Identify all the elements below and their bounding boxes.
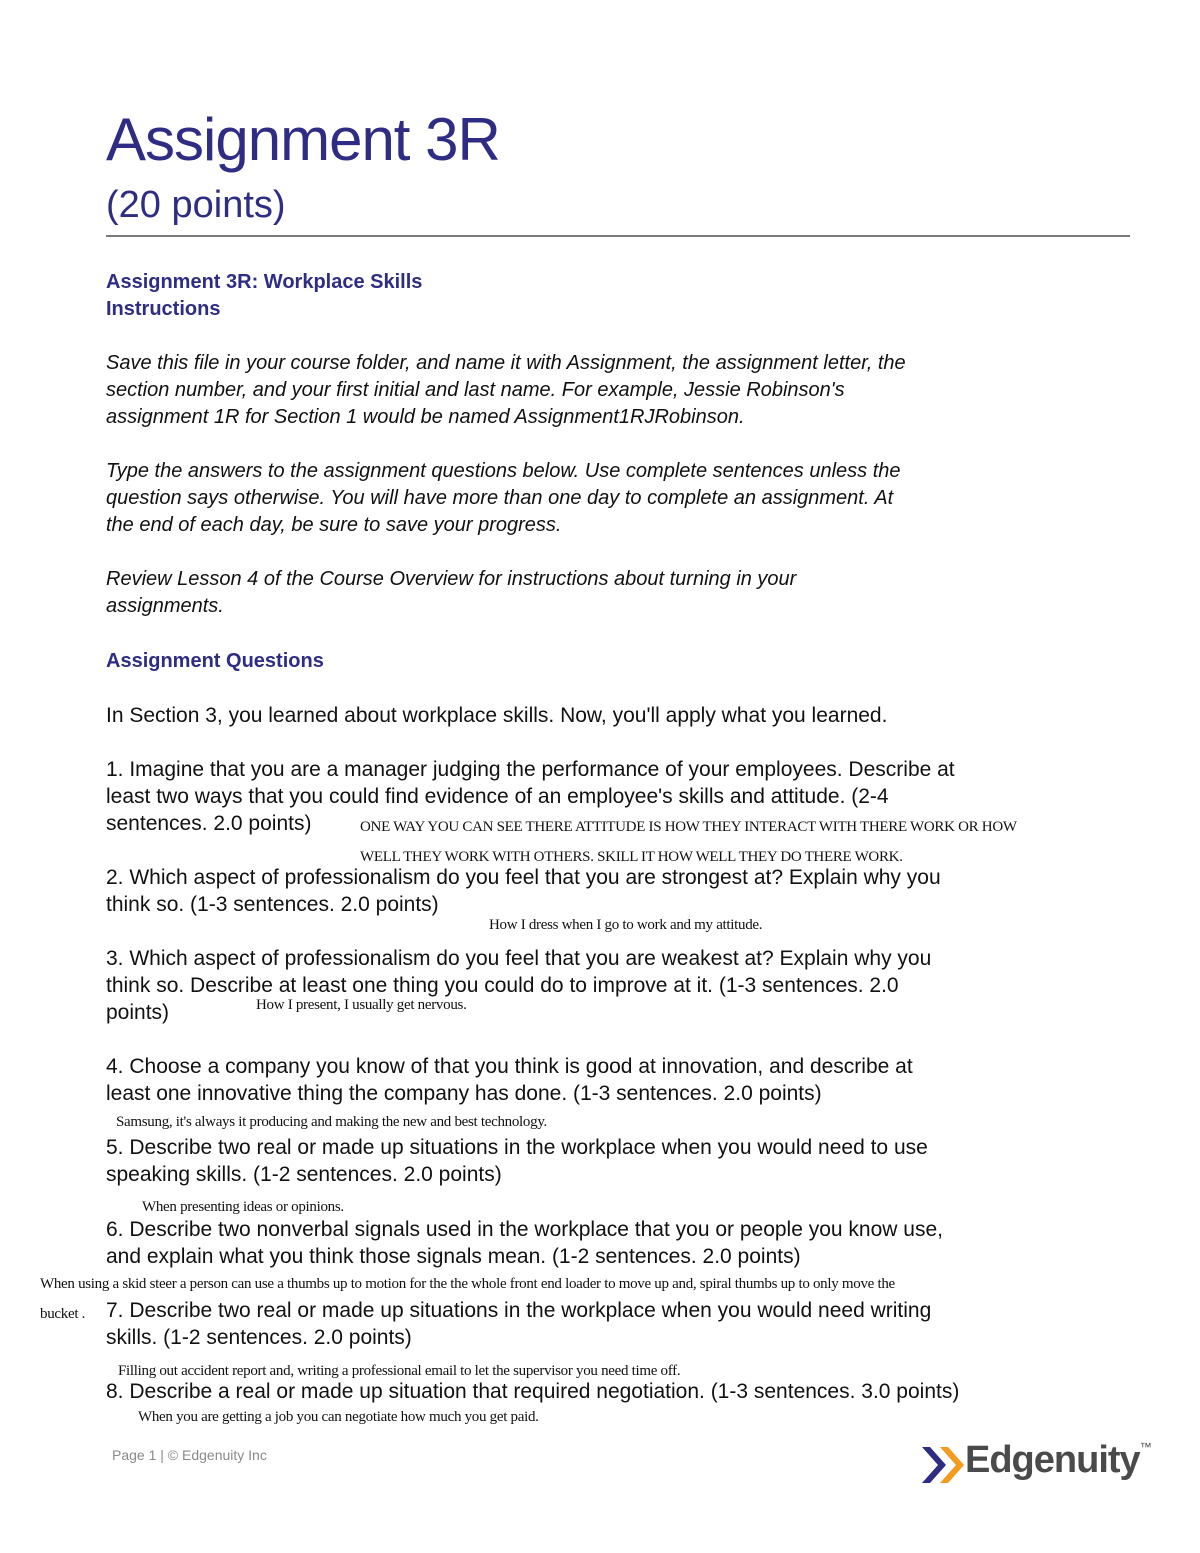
question-3-line1: 3. Which aspect of professionalism do you feel that you are weakest at? Explain why you xyxy=(106,947,932,970)
instructions-para2-line2: question says otherwise. You will have more than one day to complete an assignment. At xyxy=(106,487,894,509)
answer-6-line1[interactable]: When using a skid steer a person can use a thumbs up to motion for the the whole front end loader to move up and, spiral thumbs up to only move the xyxy=(40,1276,895,1292)
question-1-line2: least two ways that you could find evidence of an employee's skills and attitude. (2-4 xyxy=(106,785,889,808)
instructions-para3-line2: assignments. xyxy=(106,595,224,617)
edgenuity-wordmark: Edgenuity™ xyxy=(965,1439,1151,1481)
answer-5[interactable]: When presenting ideas or opinions. xyxy=(142,1199,344,1215)
answer-4[interactable]: Samsung, it's always it producing and making the new and best technology. xyxy=(116,1114,548,1130)
answer-7[interactable]: Filling out accident report and, writing a professional email to let the supervisor you need time off. xyxy=(118,1363,681,1379)
answer-8[interactable]: When you are getting a job you can negotiate how much you get paid. xyxy=(138,1409,539,1425)
question-4-line1: 4. Choose a company you know of that you think is good at innovation, and describe at xyxy=(106,1055,913,1078)
assignment-title: Assignment 3R xyxy=(106,106,500,173)
instructions-para2-line3: the end of each day, be sure to save your progress. xyxy=(106,514,562,536)
answer-1-line2[interactable]: WELL THEY WORK WITH OTHERS. SKILL IT HOW WELL THEY DO THERE WORK. xyxy=(360,849,903,865)
instructions-para1-line3: assignment 1R for Section 1 would be named Assignment1RJRobinson. xyxy=(106,406,745,428)
instructions-para3-line1: Review Lesson 4 of the Course Overview for instructions about turning in your xyxy=(106,568,797,590)
question-4-line2: least one innovative thing the company has done. (1-3 sentences. 2.0 points) xyxy=(106,1082,822,1105)
instructions-para1-line1: Save this file in your course folder, and name it with Assignment, the assignment letter, the xyxy=(106,352,906,374)
question-7-line2: skills. (1-2 sentences. 2.0 points) xyxy=(106,1326,412,1349)
question-1-line3: sentences. 2.0 points) xyxy=(106,812,312,835)
instructions-heading: Assignment 3R: Workplace Skills xyxy=(106,271,423,293)
question-5-line1: 5. Describe two real or made up situations in the workplace when you would need to use xyxy=(106,1136,928,1159)
page-footer: Page 1 | © Edgenuity Inc xyxy=(112,1447,267,1463)
question-5-line2: speaking skills. (1-2 sentences. 2.0 points) xyxy=(106,1163,502,1186)
answer-6-line2[interactable]: bucket . xyxy=(40,1306,86,1322)
answer-2[interactable]: How I dress when I go to work and my attitude. xyxy=(489,917,763,933)
title-divider xyxy=(106,235,1130,237)
question-1-line1: 1. Imagine that you are a manager judging the performance of your employees. Describe at xyxy=(106,758,955,781)
question-3-line3: points) xyxy=(106,1001,170,1024)
question-6-line2: and explain what you think those signals mean. (1-2 sentences. 2.0 points) xyxy=(106,1245,801,1268)
answer-3[interactable]: How I present, I usually get nervous. xyxy=(256,997,467,1013)
question-3-line2: think so. Describe at least one thing you could do to improve at it. (1-3 sentences. 2.0 xyxy=(106,974,899,997)
question-8-line1: 8. Describe a real or made up situation that required negotiation. (1-3 sentences. 3.0 points) xyxy=(106,1380,960,1403)
answer-1-line1[interactable]: ONE WAY YOU CAN SEE THERE ATTITUDE IS HOW THEY INTERACT WITH THERE WORK OR HOW xyxy=(360,819,1017,835)
points-subtitle: (20 points) xyxy=(106,184,286,226)
instructions-para2-line1: Type the answers to the assignment questions below. Use complete sentences unless the xyxy=(106,460,901,482)
questions-intro: In Section 3, you learned about workplace skills. Now, you'll apply what you learned. xyxy=(106,704,888,727)
edgenuity-logo xyxy=(918,1437,1151,1493)
instructions-para1-line2: section number, and your first initial and last name. For example, Jessie Robinson's xyxy=(106,379,845,401)
question-2-line2: think so. (1-3 sentences. 2.0 points) xyxy=(106,893,439,916)
question-6-line1: 6. Describe two nonverbal signals used in the workplace that you or people you know use, xyxy=(106,1218,943,1241)
question-2-line1: 2. Which aspect of professionalism do you feel that you are strongest at? Explain why you xyxy=(106,866,941,889)
edgenuity-x-icon xyxy=(918,1441,966,1489)
question-7-line1: 7. Describe two real or made up situations in the workplace when you would need writing xyxy=(106,1299,932,1322)
instructions-subheading: Instructions xyxy=(106,298,221,320)
questions-heading: Assignment Questions xyxy=(106,650,324,672)
